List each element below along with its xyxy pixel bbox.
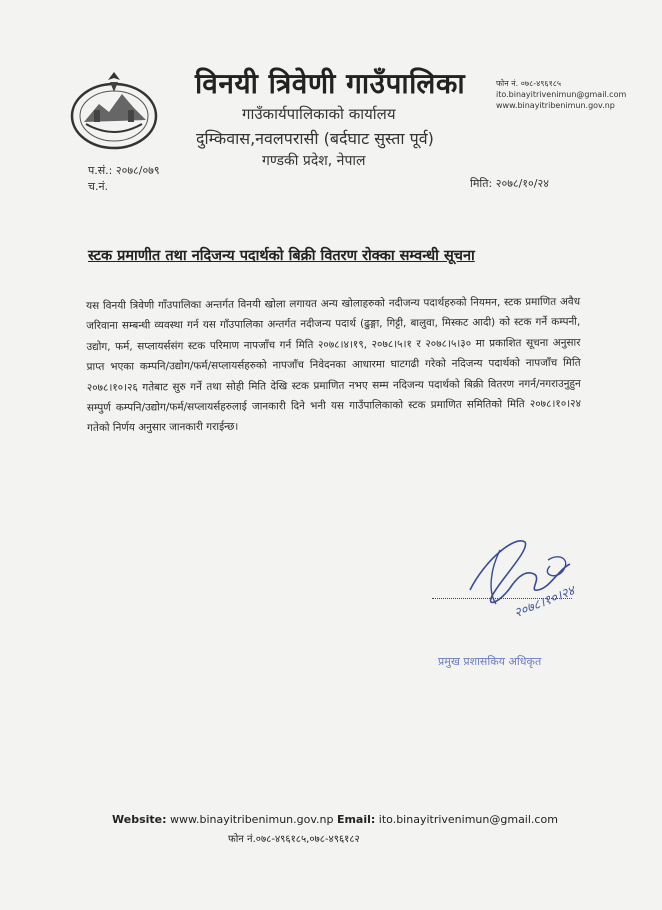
footer-email: ito.binayitrivenimun@gmail.com [378, 813, 558, 826]
notice-body: यस विनयी त्रिवेणी गाँउपालिका अन्तर्गत विनयी खोला लगायत अन्य खोलाहरुको नदीजन्य पदार्थहरुको नियमन, स्टक प्रमाणित अवैध जरिवाना सम्बन्धी व्यवस्था गर्न यस गाँउपालिका अन्तर्गत नदीजन्य पदार्थ (ढुङ्गा, गिट्टी, बालुवा, मिस्कट आदी) को स्टक गर्ने कम्पनी, उद्योग, फर्म, सप्लायर्ससंग स्टक परिमाण नापजाँच गर्न मिति २०७८।४।१९, २०७८।५।१ र २०७८।५।३० मा प्रकाशित सूचना अनुसार प्राप्त भएका कम्पनि/उद्योग/फर्म/सप्लायर्सहरुको नापजाँच निवेदनका आधारमा घाटगढी गरेको नदिजन्य पदार्थको नापजाँच मिति २०७८।१०।२६ गतेबाट सुरु गर्ने तथा सोही मिति देखि स्टक प्रमाणित नभए सम्म नदिजन्य पदार्थको बिक्री वितरण नगर्न/नगराउनुहुन सम्पुर्ण कम्पनि/उद्योग/फर्म/सप्लायर्सहरुलाई जानकारी दिने भनी यस गाउँपालिकाको स्टक प्रमाणित समितिको मिति २०७८।१०।२४ गतेको निर्णय अनुसार जानकारी गराईन्छ। [86, 295, 582, 435]
office-name: गाउँकार्यपालिकाको कार्यालय [242, 105, 396, 123]
header-email: ito.binayitrivenimun@gmail.com [496, 90, 627, 99]
header-phone: फोन नं. ०७८-४९६१८५ [496, 79, 562, 88]
footer-web-email [112, 813, 558, 826]
notice-subject: स्टक प्रमाणीत तथा नदिजन्य पदार्थको बिक्री वितरण रोक्का सम्वन्धी सूचना [88, 248, 475, 264]
header-contact [496, 78, 626, 111]
reference-block [88, 163, 160, 195]
header-website: www.binayitribenimun.gov.np [496, 101, 615, 110]
province: गण्डकी प्रदेश, नेपाल [262, 153, 366, 169]
nepal-emblem-icon [64, 70, 164, 150]
signature-icon [430, 530, 600, 640]
footer-phone: फोन नं.०७८-४९६१८५,०७८-४९६१८२ [228, 834, 360, 845]
officer-stamp: प्रमुख प्रशासकिय अधिकृत [438, 655, 542, 668]
footer-website-label: Website: [112, 813, 167, 826]
signature-date: २०७८।१०।२४ [512, 583, 577, 622]
municipality-name: विनयी त्रिवेणी गाउँपालिका [195, 67, 466, 100]
dispatch-number: च.नं. [88, 180, 109, 193]
letter-date: मिति: २०७८/१०/२४ [470, 177, 549, 190]
footer-website: www.binayitribenimun.gov.np [170, 813, 334, 826]
reference-number: प.सं.: २०७८/०७९ [88, 164, 160, 177]
office-address: दुम्किवास,नवलपरासी (बर्दघाट सुस्ता पूर्व) [196, 129, 434, 148]
footer-email-label: Email: [336, 813, 376, 826]
